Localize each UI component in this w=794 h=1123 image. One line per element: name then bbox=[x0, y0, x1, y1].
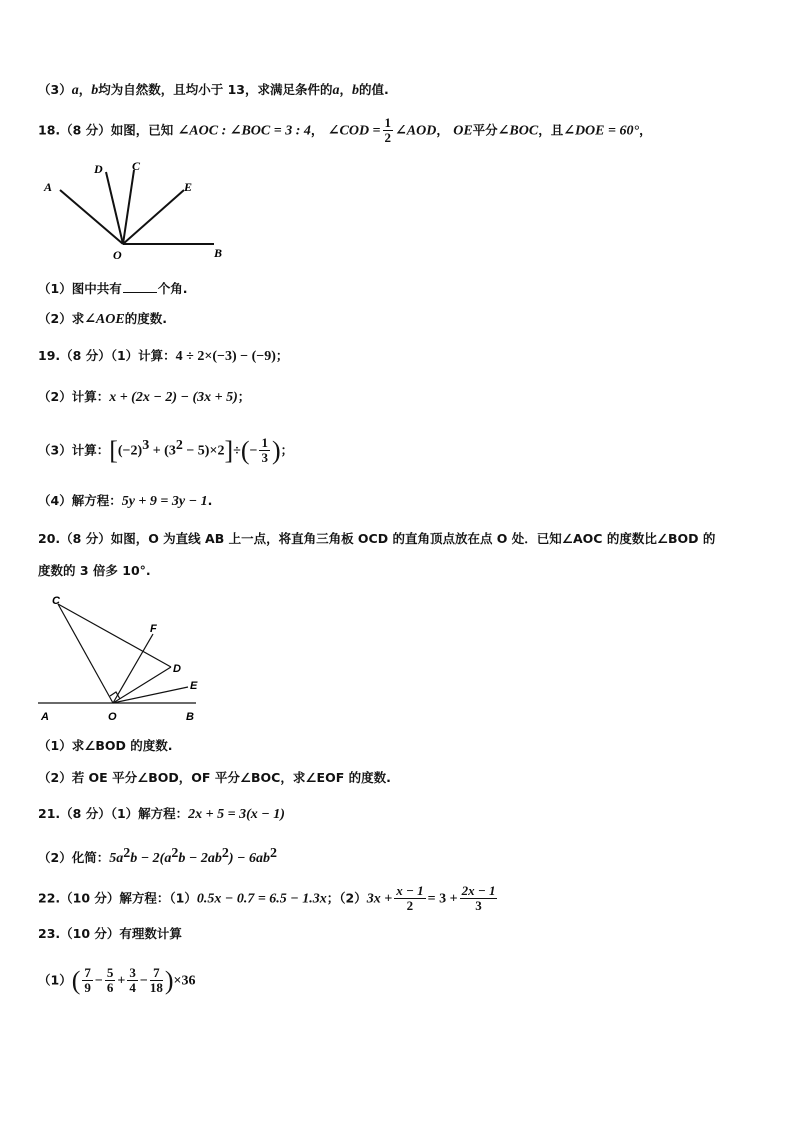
label-f: F bbox=[150, 623, 157, 635]
comma: ， bbox=[339, 82, 352, 97]
var-a: a bbox=[71, 83, 79, 98]
q21-term-b: b − 2(a bbox=[130, 851, 172, 867]
ray-of bbox=[113, 634, 153, 703]
label-e: E bbox=[190, 680, 198, 692]
bracket-left: [ bbox=[109, 435, 118, 465]
label-b: B bbox=[186, 711, 194, 723]
q18-part1-tail: 个角. bbox=[157, 281, 188, 296]
q22 bbox=[38, 884, 499, 914]
q21-term-c: b − 2ab bbox=[178, 851, 222, 867]
ray-od bbox=[106, 172, 123, 244]
ray-oa bbox=[60, 190, 123, 244]
exponent: 2 bbox=[221, 846, 229, 861]
semicolon: ； bbox=[280, 442, 294, 458]
q19-expr2: x + (2x − 2) − (3x + 5) bbox=[109, 390, 238, 405]
fraction-7-18: $\frac{7}{18}$ bbox=[149, 965, 163, 996]
q21-title: 21.（8 分）（1）解方程： bbox=[38, 806, 189, 821]
q22-expr1: 0.5x − 0.7 = 6.5 − 1.3x bbox=[196, 891, 327, 907]
label-b: B bbox=[214, 246, 223, 260]
q20-line2: 度数的 3 倍多 10°. bbox=[38, 563, 151, 578]
q18-part1-label: （1）图中共有 bbox=[38, 281, 122, 296]
q20-figure bbox=[38, 592, 208, 727]
bracket-right: ] bbox=[224, 435, 234, 465]
fraction-7-9: $\frac{7}{9}$ bbox=[84, 965, 91, 996]
q17-part3-text: 均为自然数，且均小于 13，求满足条件的 bbox=[98, 82, 333, 97]
var-b: b bbox=[351, 83, 359, 98]
period: . bbox=[207, 493, 213, 508]
q22-expr2-mid: = 3 + bbox=[427, 891, 458, 907]
operator: + bbox=[117, 973, 126, 989]
q19-term-c: − 5)×2 bbox=[182, 443, 225, 459]
q19-part3-label: （3）计算： bbox=[38, 442, 110, 458]
exponent: 2 bbox=[171, 846, 179, 861]
label-c: C bbox=[132, 159, 141, 173]
segment-od bbox=[113, 667, 171, 703]
label-o: O bbox=[113, 248, 122, 262]
operator: − bbox=[94, 973, 103, 989]
q18-condition-ratio: ∠AOC : ∠BOC = 3 : 4 bbox=[177, 123, 311, 139]
minus-sign: − bbox=[249, 443, 258, 459]
ray-oe bbox=[123, 190, 184, 244]
q17-part3 bbox=[38, 84, 389, 98]
paren-left: ( bbox=[240, 435, 250, 465]
q17-part3-label: （3） bbox=[38, 82, 72, 97]
q21-part1 bbox=[38, 808, 285, 822]
label-a: A bbox=[41, 711, 49, 723]
and-word: ，且 bbox=[538, 122, 564, 138]
q18-condition-cod: ∠COD = bbox=[327, 123, 381, 139]
label-a: A bbox=[44, 180, 53, 194]
q20-part2: （2）若 OE 平分∠BOD，OF 平分∠BOC，求∠EOF 的度数. bbox=[38, 770, 391, 785]
q18-part2-tail: 的度数. bbox=[124, 311, 167, 326]
q19-part3 bbox=[38, 436, 293, 466]
operator: − bbox=[139, 973, 148, 989]
q21-part2 bbox=[38, 847, 277, 866]
fraction-half: $\frac{1}{2}$ bbox=[384, 115, 392, 146]
exponent: 2 bbox=[270, 846, 277, 861]
exponent: 2 bbox=[175, 438, 183, 454]
q18-part2 bbox=[38, 313, 167, 327]
comma: ， bbox=[78, 82, 92, 97]
q19-expr4: 5y + 9 = 3y − 1 bbox=[121, 494, 208, 509]
q19-title: 19.（8 分）（1）计算： bbox=[38, 348, 176, 363]
q22-title: 22.（10 分）解方程：（1） bbox=[38, 890, 197, 906]
q18-header: 18.（8 分）如图，已知 ∠AOC : ∠BOC = 3 : 4， ∠COD = $\frac{1}{2}$ ∠AOD， OE平分∠BOC，且∠DOE = 60°， bbox=[38, 115, 652, 146]
paren-right: ) bbox=[271, 435, 281, 465]
exponent: 2 bbox=[123, 846, 131, 861]
ray-oc bbox=[123, 170, 134, 244]
fraction-x-minus-1-over-2: $\frac{x - 1}{2}$ bbox=[396, 883, 424, 914]
q19-expr1: 4 ÷ 2×(−3) − (−9) bbox=[175, 349, 276, 364]
q18-title: 18.（8 分）如图，已知 bbox=[38, 122, 174, 138]
divide-sign: ÷ bbox=[233, 443, 241, 459]
q19-part4 bbox=[38, 495, 212, 509]
q19-term-a: (−2) bbox=[117, 443, 143, 459]
label-d: D bbox=[173, 663, 181, 675]
q19-part1 bbox=[38, 350, 288, 364]
q21-part2-label: （2）化简： bbox=[38, 850, 110, 866]
paren-left: ( bbox=[71, 965, 81, 995]
label-e: E bbox=[184, 180, 193, 194]
ray-oe bbox=[113, 687, 188, 703]
q17-part3-tail: 的值. bbox=[358, 82, 389, 97]
q18-angle-aoe: ∠AOE bbox=[84, 312, 125, 327]
q20-line1: 20.（8 分）如图，O 为直线 AB 上一点，将直角三角板 OCD 的直角顶点放在点 O 处．已知∠AOC 的度数比∠BOD 的 bbox=[38, 531, 716, 546]
label-o: O bbox=[108, 711, 117, 723]
q18-angle-boc: ∠BOC bbox=[497, 123, 539, 139]
var-a: a bbox=[332, 83, 340, 98]
q18-condition-doe: ∠DOE = 60° bbox=[563, 123, 640, 139]
bisect-word: 平分 bbox=[472, 122, 498, 138]
label-d: D bbox=[94, 162, 103, 176]
label-c: C bbox=[52, 595, 60, 607]
q21-term-a: 5a bbox=[109, 851, 124, 867]
exponent: 3 bbox=[142, 438, 150, 454]
times-36: ×36 bbox=[173, 973, 196, 989]
q20-part1: （1）求∠BOD 的度数. bbox=[38, 738, 173, 753]
q23-part1-label: （1） bbox=[38, 972, 72, 988]
q18-part2-label: （2）求 bbox=[38, 311, 85, 326]
q19-part2-label: （2）计算： bbox=[38, 389, 110, 404]
fraction-third: $\frac{1}{3}$ bbox=[261, 435, 268, 466]
semicolon: ； bbox=[237, 389, 251, 404]
q18-figure bbox=[38, 156, 238, 266]
q23-header: 23.（10 分）有理数计算 bbox=[38, 926, 182, 941]
fraction-2x-minus-1-over-3: $\frac{2x - 1}{3}$ bbox=[461, 883, 496, 914]
fraction-5-6: $\frac{5}{6}$ bbox=[106, 965, 114, 996]
paren-right: ) bbox=[164, 965, 174, 995]
q18-angle-aod: ∠AOD bbox=[395, 123, 437, 139]
q23-part1 bbox=[38, 966, 195, 996]
q19-part4-label: （4）解方程： bbox=[38, 493, 122, 508]
q19-part2 bbox=[38, 391, 250, 405]
q18-ray-oe: OE bbox=[453, 123, 473, 139]
q21-expr1: 2x + 5 = 3(x − 1) bbox=[188, 807, 285, 822]
answer-blank[interactable] bbox=[123, 292, 157, 293]
q22-separator: ；（2） bbox=[326, 890, 367, 906]
q18-part1 bbox=[38, 283, 187, 296]
q19-term-b: + (3 bbox=[149, 443, 176, 459]
semicolon: ； bbox=[275, 348, 289, 363]
fraction-3-4: $\frac{3}{4}$ bbox=[129, 965, 136, 996]
q22-expr2-lhs: 3x + bbox=[366, 891, 393, 907]
q21-term-d: ) − 6ab bbox=[228, 851, 270, 867]
var-b: b bbox=[91, 83, 99, 98]
